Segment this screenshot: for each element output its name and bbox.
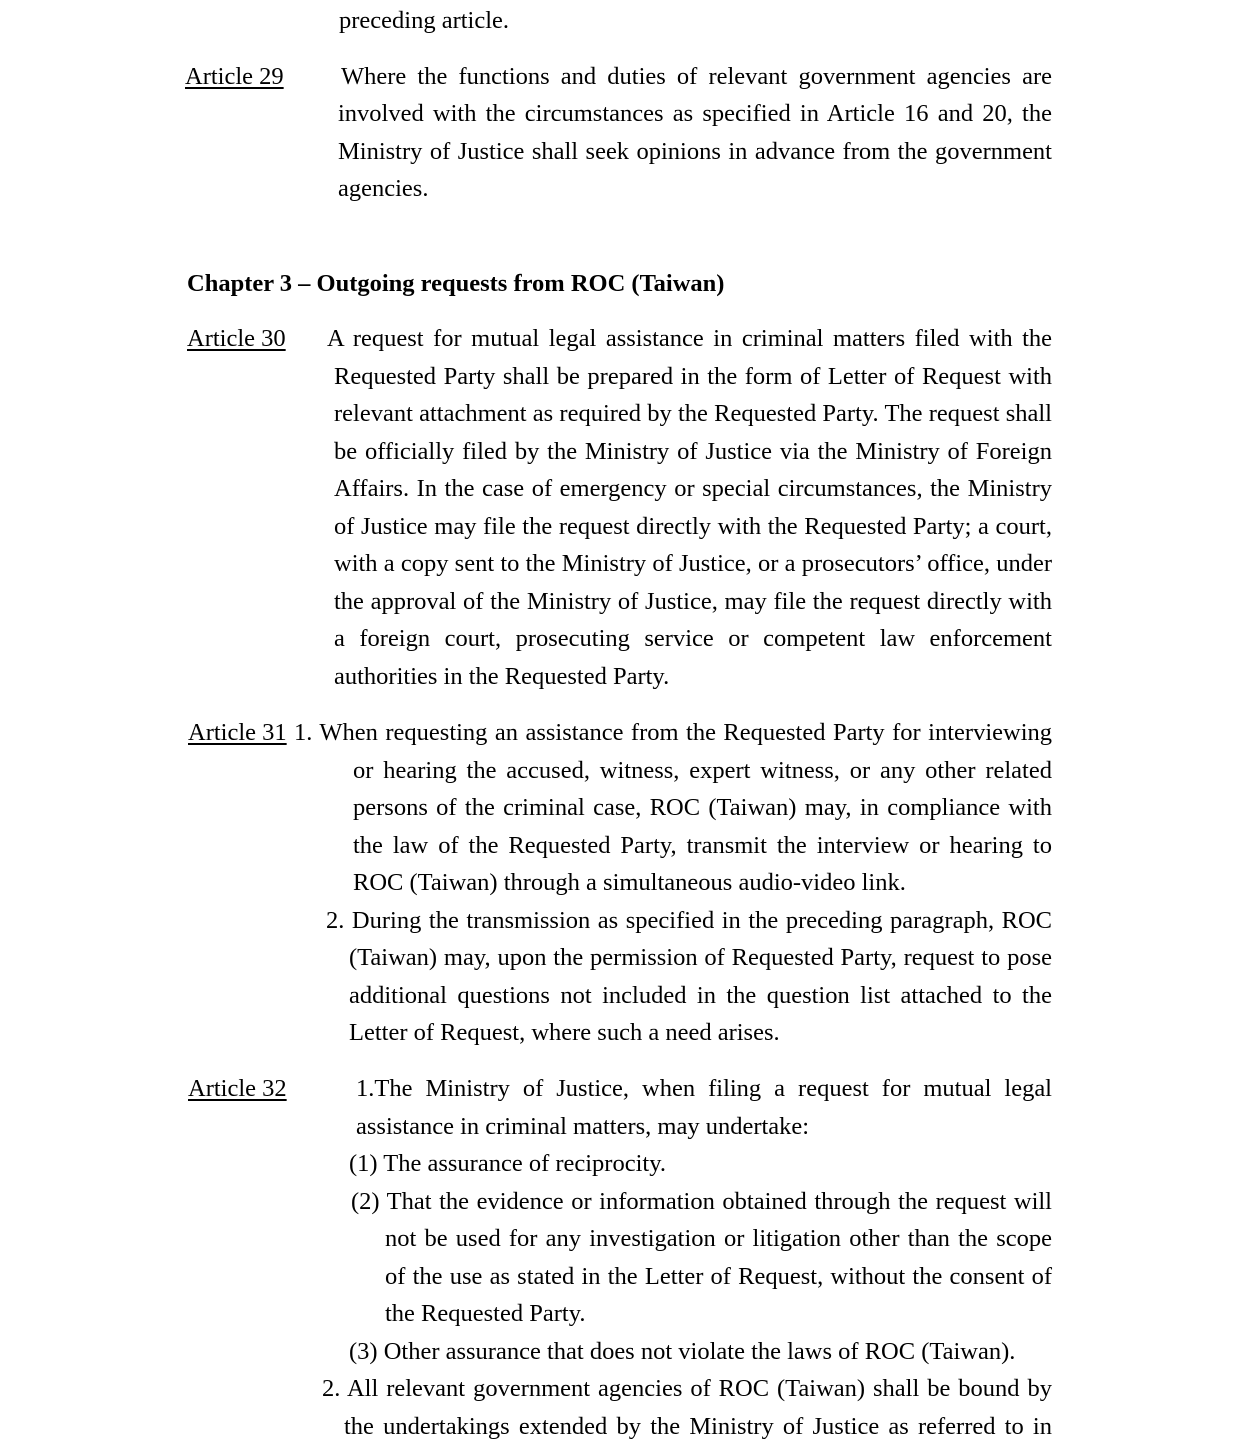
article-30-line: a foreign court, prosecuting service or competent law enforcement [334, 625, 1052, 652]
article-32-item-1: (1) The assurance of reciprocity. [349, 1150, 666, 1177]
article-29-line: Ministry of Justice shall seek opinions in advance from the government [338, 138, 1052, 165]
article-32-label: Article 32 [188, 1075, 287, 1102]
article-30-line: relevant attachment as required by the Requested Party. The request shall [334, 400, 1052, 427]
article-30-label: Article 30 [187, 325, 286, 352]
intro-line: preceding article. [339, 7, 510, 34]
article-32-paragraph-2-line: the undertakings extended by the Ministry of Justice as referred to in [344, 1413, 1052, 1440]
article-29-label: Article 29 [185, 63, 284, 90]
article-32-paragraph-1-line: assistance in criminal matters, may undertake: [356, 1113, 810, 1140]
article-31-paragraph-2-line: (Taiwan) may, upon the permission of Requested Party, request to pose [349, 944, 1052, 971]
article-30-line: be officially filed by the Ministry of Justice via the Ministry of Foreign [334, 438, 1052, 465]
article-29-line: Where the functions and duties of relevant government agencies are [341, 63, 1052, 90]
article-30-line: A request for mutual legal assistance in criminal matters filed with the [327, 325, 1052, 352]
article-30-line: with a copy sent to the Ministry of Justice, or a prosecutors’ office, under [334, 550, 1052, 577]
article-31-paragraph-1-line: 1. When requesting an assistance from the Requested Party for interviewing [294, 719, 1052, 746]
article-30-line: of Justice may file the request directly with the Requested Party; a court, [334, 513, 1052, 540]
article-31-paragraph-2-line: 2. During the transmission as specified in the preceding paragraph, ROC [326, 907, 1052, 934]
article-30-line: authorities in the Requested Party. [334, 663, 670, 690]
article-29-line: agencies. [338, 175, 429, 202]
article-30-line: Affairs. In the case of emergency or special circumstances, the Ministry [334, 475, 1052, 502]
chapter-heading: Chapter 3 – Outgoing requests from ROC (Taiwan) [187, 270, 725, 297]
article-31-paragraph-1-line: ROC (Taiwan) through a simultaneous audio-video link. [353, 869, 906, 896]
article-32-paragraph-1-line: 1.The Ministry of Justice, when filing a request for mutual legal [356, 1075, 1052, 1102]
article-30-line: the approval of the Ministry of Justice, may file the request directly with [334, 588, 1052, 615]
article-31-paragraph-2-line: Letter of Request, where such a need arises. [349, 1019, 780, 1046]
article-31-paragraph-1-line: the law of the Requested Party, transmit the interview or hearing to [353, 832, 1052, 859]
article-32-item-2-line: the Requested Party. [385, 1300, 586, 1327]
article-32-paragraph-2-line: 2. All relevant government agencies of ROC (Taiwan) shall be bound by [322, 1375, 1052, 1402]
article-30-line: Requested Party shall be prepared in the form of Letter of Request with [334, 363, 1052, 390]
article-31-label: Article 31 [188, 719, 287, 746]
article-31-paragraph-1-line: persons of the criminal case, ROC (Taiwan) may, in compliance with [353, 794, 1052, 821]
article-31-paragraph-2-line: additional questions not included in the question list attached to the [349, 982, 1052, 1009]
article-31-paragraph-1-line: or hearing the accused, witness, expert witness, or any other related [353, 757, 1052, 784]
article-32-item-2-line: of the use as stated in the Letter of Request, without the consent of [385, 1263, 1052, 1290]
article-32-item-2-line: (2) That the evidence or information obtained through the request will [351, 1188, 1052, 1215]
article-29-line: involved with the circumstances as specified in Article 16 and 20, the [338, 100, 1052, 127]
article-32-item-2-line: not be used for any investigation or litigation other than the scope [385, 1225, 1052, 1252]
article-32-item-3: (3) Other assurance that does not violate the laws of ROC (Taiwan). [349, 1338, 1016, 1365]
